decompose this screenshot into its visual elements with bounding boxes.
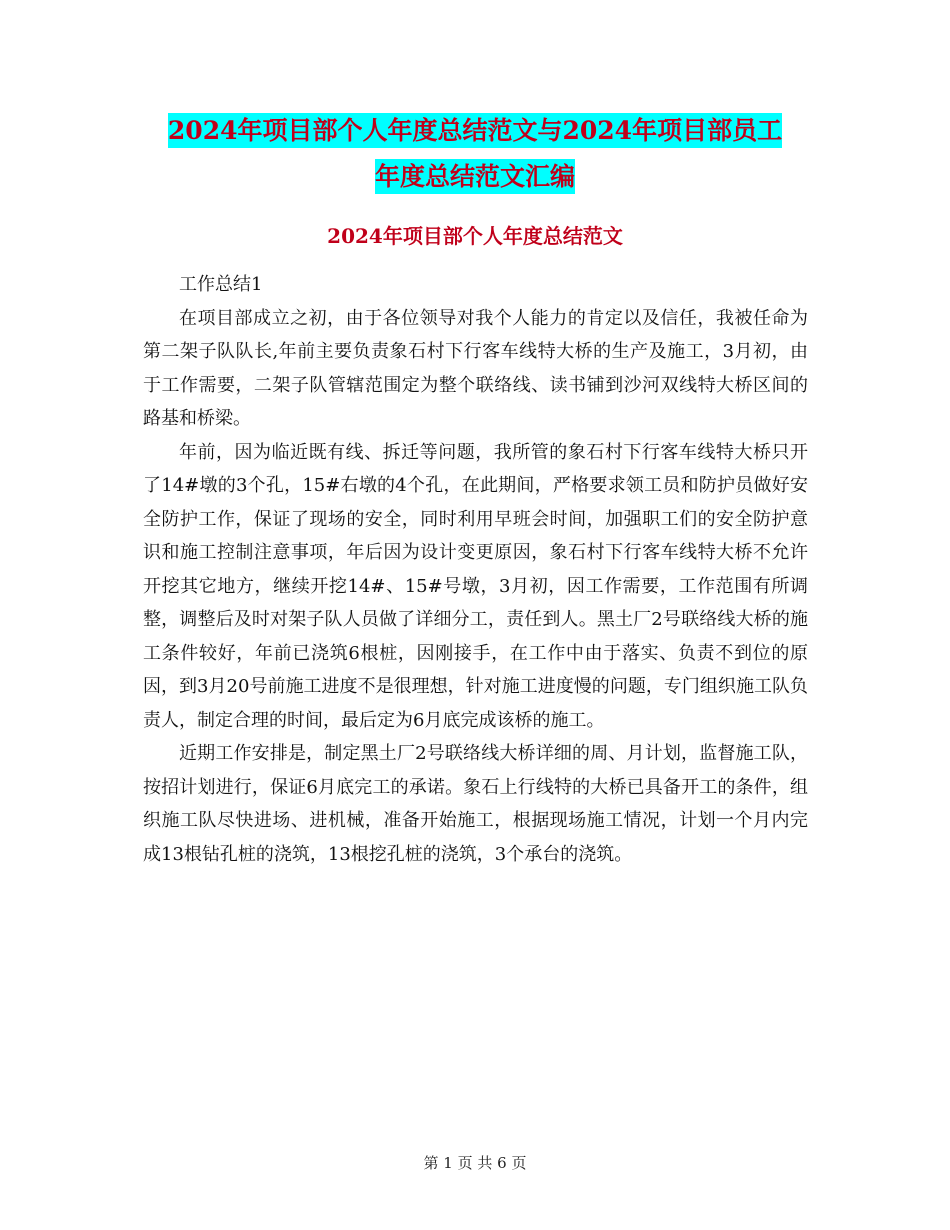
title-line-1: 2024年项目部个人年度总结范文与2024年项目部员工 [168, 113, 782, 148]
page-footer: 第 1 页 共 6 页 [423, 1154, 527, 1172]
paragraph: 年前，因为临近既有线、拆迁等问题，我所管的象石村下行客车线特大桥只开了14#墩的3个孔，15#右墩的4个孔，在此期间，严格要求领工员和防护员做好安全防护工作，保证了现场的安全，同时利用早班会时间，加强职工们的安全防护意识和施工控制注意事项，年后因为设计变更原因，象石村下行客车线特大桥不允许开挖其它地方，继续开挖14#、15#号墩，3月初，因工作需要，工作范围有所调整，调整后及时对架子队人员做了详细分工，责任到人。黑土厂2号联络线大桥的施工条件较好，年前已浇筑6根桩，因刚接手，在工作中由于落实、负责不到位的原因，到3月20号前施工进度不是很理想，针对施工进度慢的问题，专门组织施工队负责人，制定合理的时间，最后定为6月底完成该桥的施工。 [143, 441, 808, 731]
paragraph: 近期工作安排是，制定黑土厂2号联络线大桥详细的周、月计划，监督施工队，按招计划进行，保证6月底完工的承诺。象石上行线特的大桥已具备开工的条件，组织施工队尽快进场、进机械，准备开始施工，根据现场施工情况，计划一个月内完成13根钻孔桩的浇筑，13根挖孔桩的浇筑，3个承台的浇筑。 [143, 743, 808, 865]
section-title: 2024年项目部个人年度总结范文 [327, 224, 623, 248]
paragraph-heading: 工作总结1 [179, 274, 263, 295]
document-title [0, 108, 950, 200]
title-line-2: 年度总结范文汇编 [375, 159, 575, 194]
paragraph: 在项目部成立之初，由于各位领导对我个人能力的肯定以及信任，我被任命为第二架子队队长,年前主要负责象石村下行客车线特大桥的生产及施工，3月初，由于工作需要，二架子队管辖范围定为整个联络线、读书铺到沙河双线特大桥区间的路基和桥梁。 [143, 307, 808, 429]
document-body [143, 268, 808, 871]
